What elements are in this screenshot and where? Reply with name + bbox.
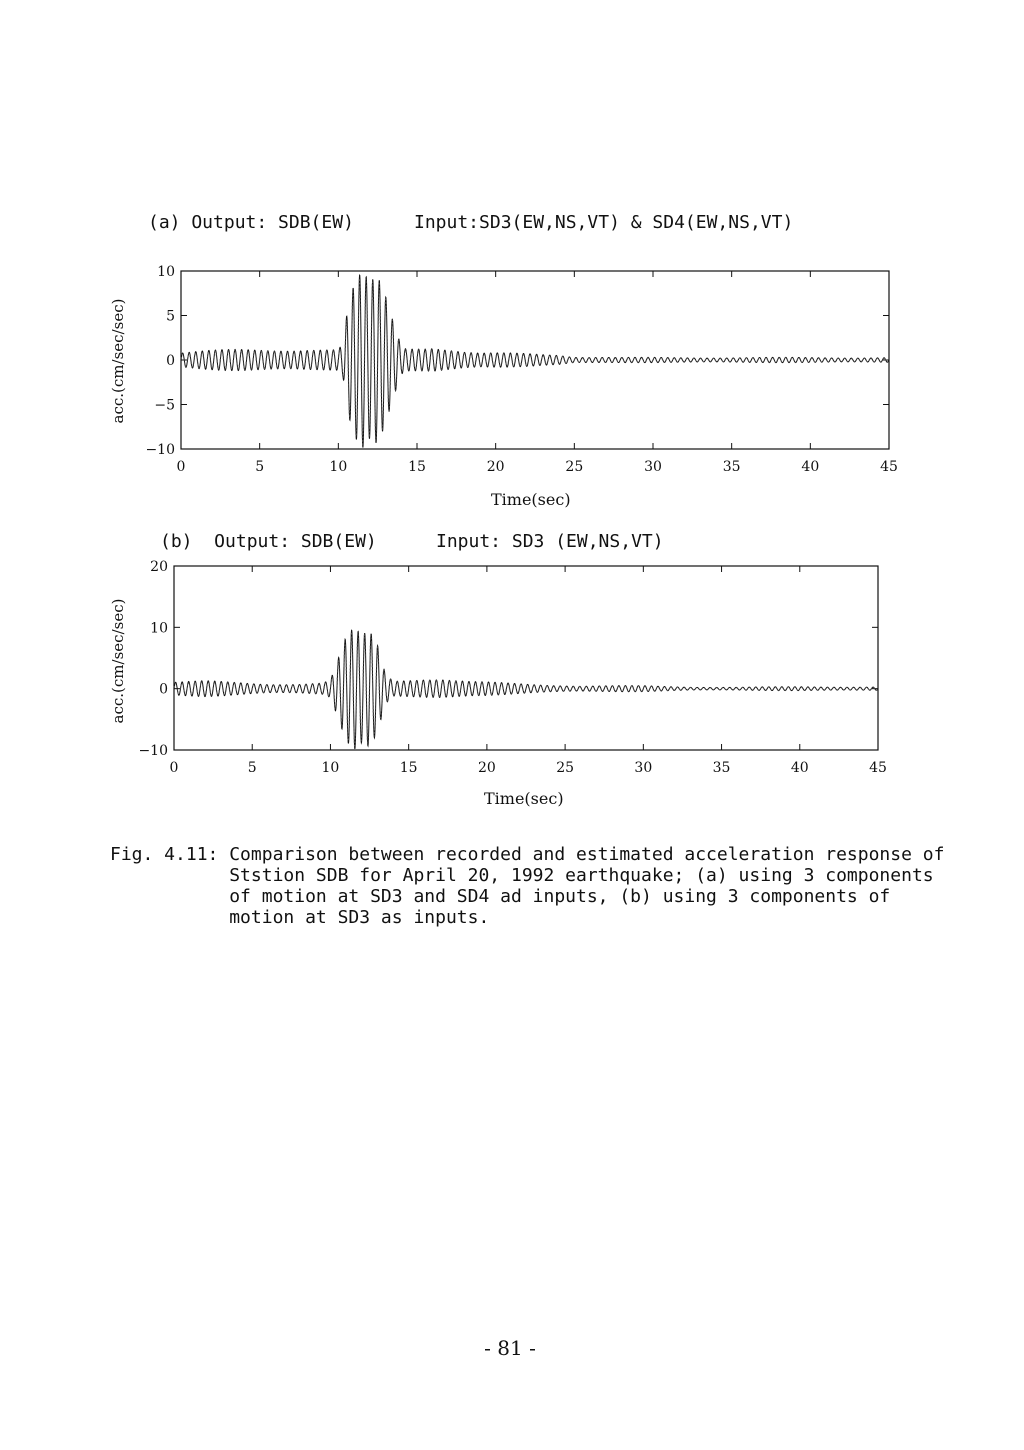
plot-frame (174, 566, 878, 750)
x-tick-label: 30 (634, 760, 653, 776)
y-tick-label: 10 (150, 620, 168, 637)
y-tick-label: −10 (145, 442, 175, 458)
y-tick-label: 0 (159, 681, 168, 698)
chart-a-ylabel: acc.(cm/sec/sec) (109, 298, 127, 424)
x-tick-label: 25 (556, 760, 575, 776)
caption-line: of motion at SD3 and SD4 ad inputs, (b) using 3 components of (229, 886, 891, 907)
x-tick-label: 15 (399, 760, 418, 776)
recorded-series-line (174, 630, 878, 749)
x-tick-label: 35 (712, 760, 731, 776)
x-tick-label: 45 (869, 760, 887, 776)
chart-a-title-input: Input:SD3(EW,NS,VT) & SD4(EW,NS,VT) (414, 212, 794, 233)
x-tick-label: 45 (880, 459, 898, 475)
x-tick-label: 5 (255, 459, 265, 475)
y-tick-label: −5 (154, 397, 175, 414)
chart-b-plot-area (138, 559, 886, 776)
y-tick-label: −10 (138, 743, 168, 759)
y-tick-label: 20 (150, 559, 168, 575)
y-tick-label: 10 (157, 264, 175, 280)
x-tick-label: 0 (169, 760, 179, 776)
x-tick-label: 20 (486, 459, 505, 475)
x-tick-label: 15 (408, 459, 426, 475)
x-tick-label: 40 (790, 760, 809, 776)
caption-line: Comparison between recorded and estimated acceleration response of (229, 844, 945, 865)
x-tick-label: 30 (644, 459, 662, 475)
caption-line: Ststion SDB for April 20, 1992 earthquake; (a) using 3 components (229, 865, 934, 886)
x-tick-label: 20 (477, 760, 496, 776)
page-number: - 81 - (484, 1336, 536, 1360)
x-tick-label: 40 (801, 459, 820, 475)
chart-b-ylabel: acc.(cm/sec/sec) (109, 598, 127, 724)
figure-caption (110, 844, 950, 928)
y-tick-label: 5 (166, 308, 175, 325)
x-tick-label: 10 (329, 459, 348, 475)
x-tick-label: 10 (321, 760, 340, 776)
x-tick-label: 35 (722, 459, 741, 475)
chart-a-xlabel: Time(sec) (491, 490, 571, 509)
chart-b-title-output: (b) Output: SDB(EW) (160, 531, 377, 552)
x-tick-label: 5 (247, 760, 257, 776)
chart-a-plot-area (145, 264, 897, 475)
chart-b-title-input: Input: SD3 (EW,NS,VT) (436, 531, 664, 552)
caption-label: Fig. 4.11: (110, 844, 230, 865)
chart-b-xlabel: Time(sec) (484, 789, 564, 808)
chart-a-title-output: (a) Output: SDB(EW) (148, 212, 354, 233)
y-tick-label: 0 (166, 353, 175, 369)
caption-line: motion at SD3 as inputs. (229, 907, 490, 928)
x-tick-label: 0 (176, 459, 186, 475)
x-tick-label: 25 (565, 459, 584, 475)
